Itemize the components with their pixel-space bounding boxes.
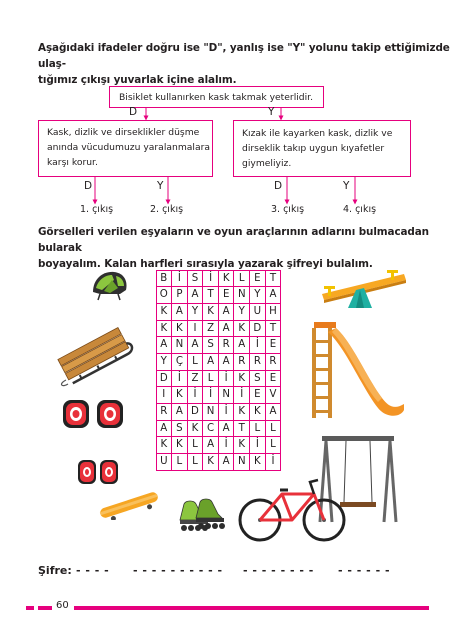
right-statement-box: [233, 120, 411, 177]
grid-cell[interactable]: U: [156, 453, 173, 471]
grid-cell[interactable]: Y: [249, 286, 266, 304]
grid-cell[interactable]: S: [249, 370, 266, 388]
grid-cell[interactable]: K: [233, 370, 250, 388]
grid-cell[interactable]: I: [156, 386, 173, 404]
left-statement-line-3: karşı korur.: [47, 157, 98, 168]
grid-cell[interactable]: İ: [171, 370, 188, 388]
grid-cell[interactable]: P: [171, 286, 188, 304]
knee-pads-icon: [76, 458, 120, 486]
grid-cell[interactable]: V: [265, 386, 282, 404]
puzzle-instructions-line-2: boyayalım. Kalan harfleri sırasıyla yazarak şifreyi bulalım.: [38, 258, 373, 270]
password-blank-3[interactable]: - - - - - - - -: [243, 564, 314, 577]
grid-cell[interactable]: K: [156, 320, 173, 338]
grid-cell[interactable]: İ: [249, 436, 266, 454]
grid-cell[interactable]: Z: [202, 320, 219, 338]
right-statement-line-1: Kızak ile kayarken kask, dizlik ve: [242, 128, 393, 139]
grid-cell[interactable]: R: [218, 336, 235, 354]
grid-cell[interactable]: E: [265, 370, 282, 388]
puzzle-instructions-line-1: Görselleri verilen eşyaların ve oyun araçlarının adlarını bulmacadan bularak: [38, 226, 429, 254]
grid-cell[interactable]: O: [156, 286, 173, 304]
elbow-pads-icon: [60, 398, 126, 430]
grid-cell[interactable]: A: [156, 420, 173, 438]
exit-2[interactable]: 2. çıkış: [150, 204, 184, 215]
footer-bar-right: [74, 606, 429, 610]
grid-cell[interactable]: A: [202, 353, 219, 371]
grid-cell[interactable]: İ: [202, 270, 219, 288]
grid-cell[interactable]: A: [218, 353, 235, 371]
grid-cell[interactable]: L: [202, 370, 219, 388]
grid-cell[interactable]: İ: [218, 370, 235, 388]
grid-cell[interactable]: K: [249, 453, 266, 471]
left-d-label: D: [84, 180, 93, 192]
grid-cell[interactable]: N: [202, 403, 219, 421]
footer-bar-left-2: [38, 606, 52, 610]
grid-cell[interactable]: K: [202, 453, 219, 471]
grid-cell[interactable]: K: [233, 436, 250, 454]
right-d-label: D: [274, 180, 283, 192]
grid-cell[interactable]: İ: [233, 386, 250, 404]
top-d-label: D: [129, 106, 138, 118]
grid-cell[interactable]: N: [171, 336, 188, 354]
grid-cell[interactable]: K: [249, 403, 266, 421]
grid-cell[interactable]: K: [218, 270, 235, 288]
grid-cell[interactable]: Y: [233, 303, 250, 321]
password-label: Şifre:: [38, 564, 72, 577]
grid-cell[interactable]: A: [171, 303, 188, 321]
grid-cell[interactable]: A: [218, 320, 235, 338]
grid-cell[interactable]: B: [156, 270, 173, 288]
grid-cell[interactable]: E: [265, 336, 282, 354]
grid-cell[interactable]: K: [187, 420, 204, 438]
grid-cell[interactable]: A: [265, 403, 282, 421]
grid-cell[interactable]: L: [265, 436, 282, 454]
top-statement-box: [109, 86, 324, 108]
grid-cell[interactable]: S: [171, 420, 188, 438]
grid-cell[interactable]: A: [218, 303, 235, 321]
grid-cell[interactable]: N: [233, 286, 250, 304]
password-blank-1[interactable]: - - - -: [76, 564, 110, 577]
grid-cell[interactable]: İ: [249, 336, 266, 354]
grid-cell[interactable]: T: [202, 286, 219, 304]
grid-cell[interactable]: A: [218, 453, 235, 471]
grid-cell[interactable]: A: [218, 420, 235, 438]
skateboard-icon: [96, 490, 162, 520]
grid-cell[interactable]: K: [156, 303, 173, 321]
roller-skates-icon: [176, 496, 226, 534]
grid-cell[interactable]: L: [171, 453, 188, 471]
left-statement-line-1: Kask, dizlik ve dirseklikler düşme: [47, 127, 200, 138]
grid-cell[interactable]: D: [156, 370, 173, 388]
grid-cell[interactable]: Z: [187, 370, 204, 388]
grid-cell[interactable]: L: [187, 353, 204, 371]
seesaw-icon: [318, 264, 408, 310]
grid-cell[interactable]: A: [187, 286, 204, 304]
grid-cell[interactable]: Ç: [171, 353, 188, 371]
instructions-line-1: Aşağıdaki ifadeler doğru ise "D", yanlış ise "Y" yolunu takip ettiğimizde ulaş-: [38, 42, 450, 70]
right-y-label: Y: [343, 180, 350, 192]
grid-cell[interactable]: R: [156, 403, 173, 421]
grid-cell[interactable]: İ: [171, 270, 188, 288]
grid-cell[interactable]: Y: [187, 303, 204, 321]
password-blank-2[interactable]: - - - - - - - - - -: [133, 564, 223, 577]
slide-icon: [306, 318, 406, 422]
bike-helmet-icon: [90, 268, 130, 304]
grid-cell[interactable]: S: [202, 336, 219, 354]
grid-cell[interactable]: İ: [265, 453, 282, 471]
grid-cell[interactable]: A: [187, 336, 204, 354]
grid-cell[interactable]: H: [265, 303, 282, 321]
password-blank-4[interactable]: - - - - - -: [338, 564, 391, 577]
grid-cell[interactable]: S: [187, 270, 204, 288]
grid-cell[interactable]: K: [233, 403, 250, 421]
grid-cell[interactable]: A: [171, 403, 188, 421]
grid-cell[interactable]: K: [171, 436, 188, 454]
grid-cell[interactable]: İ: [218, 436, 235, 454]
left-y-label: Y: [157, 180, 164, 192]
grid-cell[interactable]: L: [187, 436, 204, 454]
left-statement-line-2: anında vücudumuzu yaralanmalara: [47, 142, 210, 153]
grid-cell[interactable]: C: [202, 420, 219, 438]
grid-cell[interactable]: E: [218, 286, 235, 304]
page-number: 60: [56, 600, 69, 611]
grid-cell[interactable]: R: [233, 353, 250, 371]
grid-cell[interactable]: I: [187, 320, 204, 338]
grid-cell[interactable]: K: [202, 303, 219, 321]
grid-cell[interactable]: N: [218, 386, 235, 404]
grid-cell[interactable]: İ: [202, 386, 219, 404]
left-statement-box: [38, 120, 213, 177]
grid-cell[interactable]: A: [156, 336, 173, 354]
grid-cell[interactable]: T: [265, 320, 282, 338]
grid-cell[interactable]: R: [249, 353, 266, 371]
top-y-label: Y: [268, 106, 275, 118]
instructions-line-2: tığımız çıkışı yuvarlak içine alalım.: [38, 74, 237, 86]
grid-cell[interactable]: D: [249, 320, 266, 338]
grid-cell[interactable]: A: [265, 286, 282, 304]
exit-1[interactable]: 1. çıkış: [80, 204, 114, 215]
grid-cell[interactable]: K: [171, 386, 188, 404]
word-search-grid: [156, 270, 281, 470]
grid-cell[interactable]: L: [187, 453, 204, 471]
bicycle-icon: [236, 476, 348, 544]
grid-cell[interactable]: T: [265, 270, 282, 288]
grid-cell[interactable]: N: [233, 453, 250, 471]
grid-cell[interactable]: L: [249, 420, 266, 438]
sled-icon: [52, 322, 136, 388]
footer-bar-left-1: [26, 606, 34, 610]
exit-4[interactable]: 4. çıkış: [343, 204, 377, 215]
grid-cell[interactable]: Y: [156, 353, 173, 371]
grid-cell[interactable]: A: [233, 336, 250, 354]
grid-cell[interactable]: K: [156, 436, 173, 454]
grid-cell[interactable]: U: [249, 303, 266, 321]
grid-cell[interactable]: İ: [187, 386, 204, 404]
grid-cell[interactable]: K: [171, 320, 188, 338]
exit-3[interactable]: 3. çıkış: [271, 204, 305, 215]
grid-cell[interactable]: E: [249, 270, 266, 288]
grid-cell[interactable]: T: [233, 420, 250, 438]
top-statement: Bisiklet kullanırken kask takmak yeterlidir.: [119, 92, 314, 103]
grid-cell[interactable]: R: [265, 353, 282, 371]
grid-cell[interactable]: L: [233, 270, 250, 288]
grid-cell[interactable]: E: [249, 386, 266, 404]
right-statement-line-3: giymeliyiz.: [242, 158, 292, 169]
grid-cell[interactable]: K: [233, 320, 250, 338]
grid-cell[interactable]: D: [187, 403, 204, 421]
grid-cell[interactable]: L: [265, 420, 282, 438]
right-statement-line-2: dirseklik takıp uygun kıyafetler: [242, 143, 385, 154]
grid-cell[interactable]: İ: [218, 403, 235, 421]
grid-cell[interactable]: A: [202, 436, 219, 454]
